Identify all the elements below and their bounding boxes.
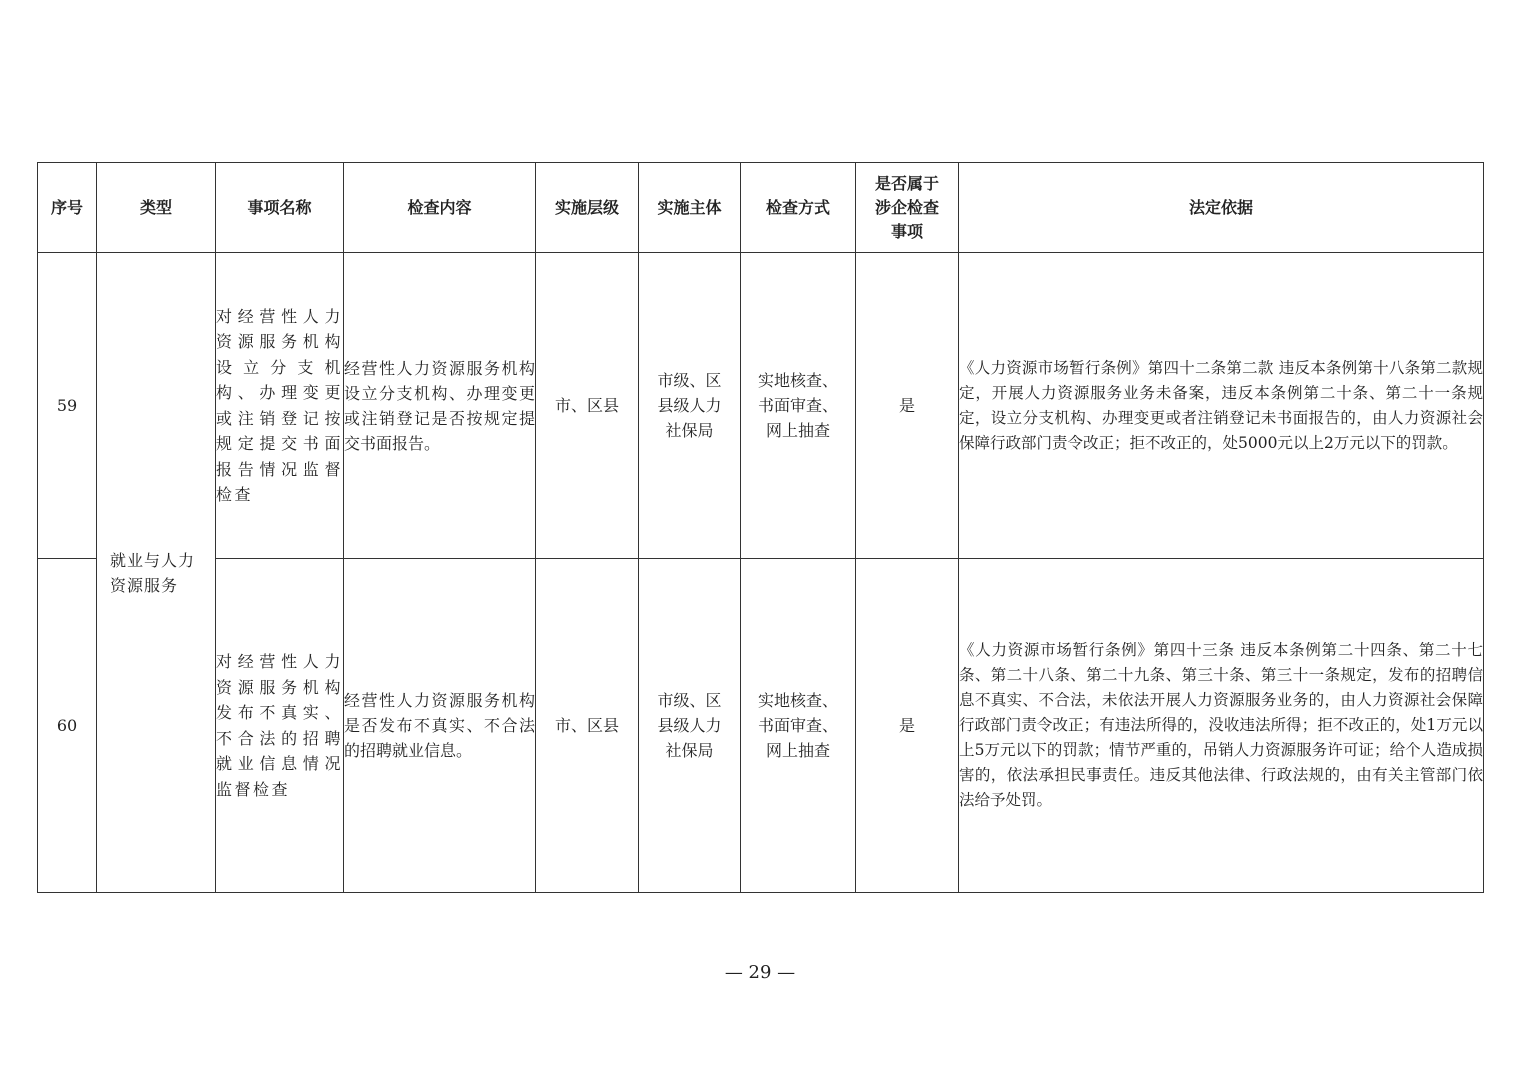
- header-enterprise-line3: 事项: [890, 221, 923, 241]
- row-seq: 59: [38, 253, 97, 559]
- row-category: [97, 253, 216, 893]
- header-content: 检查内容: [344, 163, 536, 253]
- header-subject: 实施主体: [639, 163, 741, 253]
- header-method: 检查方式: [741, 163, 856, 253]
- row-subject-text: 市级、区县级人力社保局: [657, 691, 722, 760]
- header-type: 类型: [97, 163, 216, 253]
- row-method-text: 实地核查、书面审查、网上抽查: [757, 371, 838, 440]
- row-method-text: 实地核查、书面审查、网上抽查: [757, 691, 838, 760]
- header-enterprise-line2: 涉企检查: [874, 197, 939, 217]
- page-number: — 29 —: [724, 962, 796, 983]
- category-text: 就业与人力资源服务: [110, 550, 196, 595]
- row-level: 市、区县: [536, 253, 639, 559]
- row-method: [741, 559, 856, 893]
- table-row: [38, 253, 1484, 559]
- row-subject: [639, 559, 741, 893]
- row-method: [741, 253, 856, 559]
- row-item-name: 对经营性人力资源服务机构设立分支机构、办理变更或注销登记按规定提交书面报告情况监督检查: [216, 253, 344, 559]
- row-enterprise: 是: [856, 559, 959, 893]
- header-seq: 序号: [38, 163, 97, 253]
- row-item-name: 对经营性人力资源服务机构发布不真实、不合法的招聘就业信息情况监督检查: [216, 559, 344, 893]
- row-basis: 《人力资源市场暂行条例》第四十二条第二款 违反本条例第十八条第二款规定，开展人力资源服务业务未备案，违反本条例第二十条、第二十一条规定，设立分支机构、办理变更或者注销登记未书面报告的，由人力资源社会保障行政部门责令改正；拒不改正的，处5000元以上2万元以下的罚款。: [959, 253, 1484, 559]
- header-enterprise-line1: 是否属于: [874, 173, 939, 193]
- table-header-row: [38, 163, 1484, 253]
- table-row: [38, 559, 1484, 893]
- header-item-name: 事项名称: [216, 163, 344, 253]
- row-content: 经营性人力资源服务机构是否发布不真实、不合法的招聘就业信息。: [344, 559, 536, 893]
- row-level: 市、区县: [536, 559, 639, 893]
- inspection-items-table: [37, 162, 1484, 893]
- header-level: 实施层级: [536, 163, 639, 253]
- row-seq: 60: [38, 559, 97, 893]
- row-enterprise: 是: [856, 253, 959, 559]
- header-basis: 法定依据: [959, 163, 1484, 253]
- row-basis: 《人力资源市场暂行条例》第四十三条 违反本条例第二十四条、第二十七条、第二十八条、第二十九条、第三十条、第三十一条规定，发布的招聘信息不真实、不合法，未依法开展人力资源服务业务的，由人力资源社会保障行政部门责令改正；有违法所得的，没收违法所得；拒不改正的，处1万元以上5万元以下的罚款；情节严重的，吊销人力资源服务许可证；给个人造成损害的，依法承担民事责任。违反其他法律、行政法规的，由有关主管部门依法给予处罚。: [959, 559, 1484, 893]
- row-content: 经营性人力资源服务机构设立分支机构、办理变更或注销登记是否按规定提交书面报告。: [344, 253, 536, 559]
- row-subject-text: 市级、区县级人力社保局: [657, 371, 722, 440]
- row-subject: [639, 253, 741, 559]
- header-enterprise: [856, 163, 959, 253]
